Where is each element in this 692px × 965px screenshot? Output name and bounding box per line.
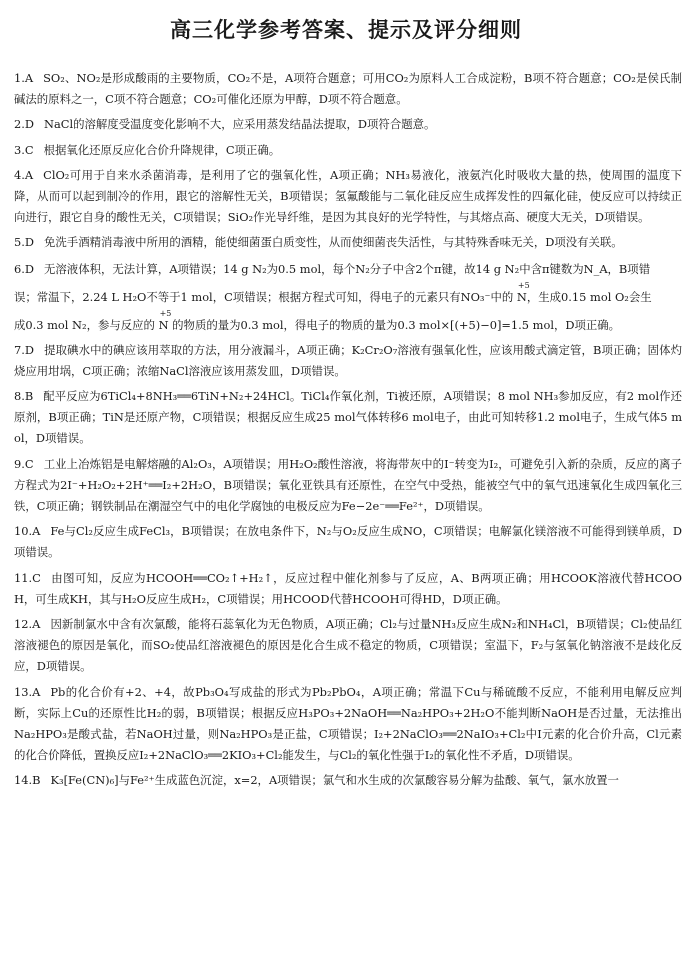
- item-explanation: Pb的化合价有+2、+4，故Pb₃O₄写成盐的形式为Pb₂PbO₄，A项正确；常温下Cu与稀硫酸不反应，不能利用电解反应判断，实际上Cu的还原性比H₂的弱，B项错误；根据反应H₃PO₃+2NaOH══Na₂HPO₃+2H₂O不能判断NaOH是否过量，无法推出Na₂HPO₃是酸式盐，若NaOH过量，则Na₂HPO₃是正盐，C项错误；I₂+2NaClO₃══2NaIO₃+Cl₂中I元素的化合价升高，Cl元素的化合价降低，置换反应I₂+2NaClO₃══2KIO₃+Cl₂能发生，与Cl₂的氧化性强于I₂的氧化性不矛盾，D项错误。: [14, 684, 682, 763]
- item-number: 10.: [14, 524, 33, 539]
- item-number: 14.: [14, 773, 33, 788]
- item-explanation: NaCl的溶解度受温度变化影响不大，应采用蒸发结晶法提取，D项符合题意。: [44, 117, 436, 132]
- item-answer: B: [32, 773, 41, 788]
- item-explanation: 无溶液体积，无法计算，A项错误；14 g N₂为0.5 mol，每个N₂分子中含2个π键，故14 g N₂中含π键数为N_A，B项错: [44, 261, 651, 276]
- answer-item-9: [14, 454, 682, 518]
- item-answer: D: [24, 342, 35, 357]
- item-number: 2.: [14, 117, 25, 132]
- answer-item-11: [14, 568, 682, 610]
- item-number: 13.: [14, 684, 33, 699]
- oxidation-number: +5: [517, 280, 530, 290]
- oxidized-element: N: [516, 289, 527, 304]
- item-number: 12.: [14, 617, 33, 632]
- item-answer: C: [24, 142, 34, 157]
- item-number: 7.: [14, 342, 25, 357]
- answer-item-8: [14, 386, 682, 450]
- oxidation-number: +5: [159, 308, 172, 318]
- item-line: [14, 280, 682, 308]
- item-explanation: 提取碘水中的碘应该用萃取的方法，用分液漏斗，A项正确；K₂Cr₂O₇溶液有强氧化性，应该用酸式滴定管，B项正确；固体灼烧应用坩埚，C项正确；浓缩NaCl溶液应该用蒸发皿，D项错误。: [14, 342, 682, 378]
- item-answer: D: [24, 117, 35, 132]
- answer-item-13: [14, 682, 682, 767]
- oxidation-state: [158, 308, 172, 336]
- item-explanation: 因新制氯水中含有次氯酸，能将石蕊氧化为无色物质，A项正确；Cl₂与过量NH₃反应生成N₂和NH₄Cl，B项错误；Cl₂使品红溶液褪色的原因是氧化，而SO₂使品红溶液褪色的原因是化合生成不稳定的物质，C项错误；室温下，F₂与氢氧化钠溶液不是歧化反应，D项错误。: [14, 617, 682, 674]
- oxidized-element: N: [158, 317, 169, 332]
- item-answer: D: [24, 261, 35, 276]
- item-explanation: 配平反应为6TiCl₄+8NH₃══6TiN+N₂+24HCl。TiCl₄作氧化剂，Ti被还原，A项错误；8 mol NH₃参加反应，有2 mol作还原剂，B项正确；TiN是还原产物，C项错误；根据反应生成25 mol气体转移6 mol电子，由此可知转移1.2 mol电子，生成气体5 mol，D项错误。: [14, 389, 682, 446]
- item-explanation: 成0.3 mol N₂，参与反应的: [14, 317, 155, 332]
- item-number: 1.: [14, 71, 25, 85]
- item-explanation: 工业上冶炼铝是电解熔融的Al₂O₃，A项错误；用H₂O₂酸性溶液，将海带灰中的I⁻转变为I₂，可避免引入新的杂质，反应的离子方程式为2I⁻+H₂O₂+2H⁺══I₂+2H₂O，B项错误；氧化亚铁具有还原性，在空气中受热，能被空气中的氧气迅速氧化生成四氧化三铁，C项正确；钢铁制品在潮湿空气中的电化学腐蚀的电极反应为Fe−2e⁻══Fe²⁺，D项错误。: [14, 456, 682, 514]
- answer-item-6: [14, 258, 682, 336]
- item-answer: B: [24, 389, 34, 404]
- document-title: 高三化学参考答案、提示及评分细则: [170, 17, 522, 42]
- item-number: 5.: [14, 235, 25, 250]
- item-answer: A: [24, 167, 34, 182]
- item-number: 4.: [14, 167, 25, 182]
- item-explanation: 根据氧化还原反应化合价升降规律，C项正确。: [43, 142, 281, 157]
- item-explanation: ClO₂可用于自来水杀菌消毒，是利用了它的强氧化性，A项正确；NH₃易液化，液氨汽化时吸收大量的热，使周围的温度下降，从而可以起到制冷的作用，跟它的溶解性无关，B项错误；氢氟酸能与二氧化硅反应生成挥发性的四氟化硅，使反应可以持续正向进行，跟它自身的酸性无关，C项错误；SiO₂作光导纤维，是因为其良好的光学特性，与其熔点高、硬度大无关，D项错误。: [14, 167, 682, 225]
- item-explanation: 误；常温下，2.24 L H₂O不等于1 mol，C项错误；根据方程式可知，得电子的元素只有NO₃⁻中的: [14, 289, 514, 304]
- item-line: [14, 308, 682, 336]
- item-answer: A: [32, 617, 41, 632]
- item-explanation: ，生成0.15 mol O₂会生: [526, 289, 652, 304]
- item-explanation: K₃[Fe(CN)₆]与Fe²⁺生成蓝色沉淀，x=2，A项错误；氯气和水生成的次氯酸容易分解为盐酸、氧气，氯水放置一: [50, 773, 619, 788]
- item-explanation: SO₂、NO₂是形成酸雨的主要物质，CO₂不是，A项符合题意；可用CO₂为原料人工合成淀粉，B项不符合题意；CO₂是侯氏制碱法的原料之一，C项不符合题意；CO₂可催化还原为甲醇，D项不符合题意。: [14, 71, 682, 107]
- answer-item-7: [14, 340, 682, 382]
- item-number: 11.: [14, 570, 33, 585]
- item-answer: D: [24, 235, 35, 250]
- item-answer: A: [32, 684, 41, 699]
- item-number: 8.: [14, 389, 25, 404]
- answer-item-12: [14, 614, 682, 678]
- item-answer: C: [32, 570, 41, 585]
- answer-list: [14, 68, 682, 796]
- item-answer: C: [24, 456, 34, 471]
- item-explanation: 由图可知，反应为HCOOH══CO₂↑+H₂↑，反应过程中催化剂参与了反应，A、B两项正确；用HCOOK溶液代替HCOOH，可生成KH，其与H₂O反应生成H₂，C项错误；用HCOOD代替HCOOH可得HD，D项正确。: [14, 570, 682, 606]
- answer-item-10: [14, 521, 682, 563]
- answer-item-4: [14, 165, 682, 229]
- answer-item-5: [14, 232, 682, 253]
- answer-item-3: [14, 140, 682, 161]
- answer-item-2: [14, 114, 682, 135]
- item-answer: A: [24, 71, 34, 85]
- oxidation-state: [516, 280, 530, 308]
- item-answer: A: [32, 524, 41, 539]
- item-explanation: Fe与Cl₂反应生成FeCl₃，B项错误；在放电条件下，N₂与O₂反应生成NO，C项错误；电解氯化镁溶液不可能得到镁单质，D项错误。: [14, 524, 682, 560]
- item-number: 9.: [14, 456, 25, 471]
- item-explanation: 的物质的量为0.3 mol，得电子的物质的量为0.3 mol×[(+5)−0]=1.5 mol，D项正确。: [172, 317, 621, 332]
- answer-item-1: [14, 68, 682, 110]
- item-number: 6.: [14, 261, 25, 276]
- answer-item-14: [14, 770, 682, 791]
- item-line: [14, 258, 682, 280]
- item-number: 3.: [14, 142, 25, 157]
- item-explanation: 免洗手酒精消毒液中所用的酒精，能使细菌蛋白质变性，从而使细菌丧失活性，与其特殊香味无关，D项没有关联。: [44, 235, 623, 250]
